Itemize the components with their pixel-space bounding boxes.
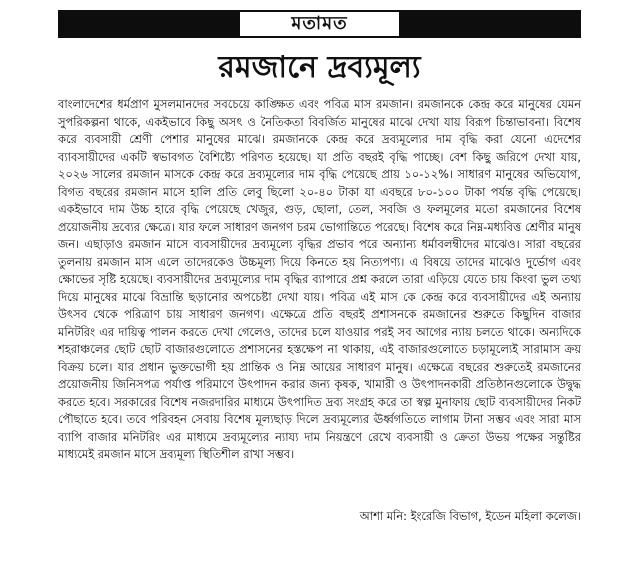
article-paragraph: বাংলাদেশের ধর্মপ্রাণ মুসলমানদের সবচেয়ে কাঙ্ক্ষিত এবং পবিত্র মাস রমজান। রমজানকে কেন্দ্র করে মানুষের যেমন সুপরিকল্পনা থাকে, একইভাবে কিছু অসৎ ও নৈতিকতা বিবর্জিত মানুষের মাঝে দেখা যায় বিরূপ চিন্তাভাবনা। বিশেষ করে ব্যবসায়ী শ্রেণী পেশার মানুষের মাঝে। রমজানকে কেন্দ্র করে দ্রব্যমূল্যের দাম বৃদ্ধি করা যেনো এদেশের ব্যাবসায়ীদের একটি স্বভাবগত বৈশিষ্ট্যে পরিণত হয়েছে। যা প্রতি বছরই বৃদ্ধি পাচ্ছে। বেশ কিছু জরিপে দেখা যায়, ২০২৬ সালের রমজান মাসকে কেন্দ্র করে দ্রব্যমূল্যের দাম বৃদ্ধি পেয়েছে প্রায় ১০-১২%। সাধারণ মানুষের অভিযোগ, বিগত বছরের রমজান মাসে হালি প্রতি লেবু ছিলো ২০-৪০ টাকা যা এবছরে ৮০-১০০ টাকা পর্যন্ত বৃদ্ধি পেয়েছে। একইভাবে দাম উচ্চ হারে বৃদ্ধি পেয়েছে খেজুর, গুড়, ছোলা, তেল, সবজি ও ফলমূলের মতো রমজানের বিশেষ প্রয়োজনীয় দ্রব্যের ক্ষেত্রে। যার ফলে সাধারণ জনগণ চরম ভোগান্তিতে পরেছে। বিশেষ করে নিম্ন-মধ্যবিত্ত শ্রেণীর মানুষ জন। এছাড়াও রমজান মাসে ব্যবসায়ীদের দ্রব্যমূল্যে বৃদ্ধির প্রভাব পরে অন্যান্য ধর্মাবলম্বীদের মাঝেও। সারা বছরের তুলনায় রমজান মাস এলে তাদেরকেও উচ্চমূল্য দিয়ে কিনতে হয় নিত্যপণ্য। এ বিষয়ে তাদের মাঝেও দুর্ভোগ এবং ক্ষোভের সৃষ্টি হয়েছে। ব্যবসায়ীদের দ্রব্যমূল্যের দাম বৃদ্ধির ব্যাপারে প্রশ্ন করলে তারা এড়িয়ে যেতে চায় কিংবা ভুল তথ্য দিয়ে মানুষের মাঝে বিভ্রান্তি ছড়ানোর অপচেষ্টা দেখা যায়। পবিত্র এই মাস কে কেন্দ্র করে ব্যবসায়ীদের এই অন্যায় উৎসব থেকে পরিত্রাণ চায় সাধারণ জনগণ। এক্ষেত্রে প্রতি বছরই প্রশাসনকে রমজানের শুরুতে কিছুদিন বাজার মনিটরিং এর দায়িত্ব পালন করতে দেখা গেলেও, তাদের চলে যাওয়ার পরই সব আগের ন্যায় চলতে থাকে। অন্যদিকে শহরাঞ্চলের ছোট ছোট বাজারগুলোতে প্রশাসনের হস্তক্ষেপ না থাকায়, এই বাজারগুলোতে চড়ামূল্যেই সারামাস ক্রয় বিক্রয় চলে। যার প্রধান ভুক্তভোগী হয় প্রান্তিক ও নিম্ন আয়ের সাধারণ মানুষ। এক্ষেত্রে বছরের শুরুতেই রমজানের প্রয়োজনীয় জিনিসপত্র পর্যাপ্ত পরিমাণে উৎপাদন করার জন্য কৃষক, খামারী ও উৎপাদনকারী প্রতিষ্ঠানগুলোকে উদ্বুদ্ধ করতে হবে। সরকারের বিশেষ নজরদারির মাধ্যমে উৎপাদিত দ্রব্য সংগ্রহ করে তা স্বল্প মুনাফায় ছোট ব্যবসায়ীদের নিকট পৌছাতে হবে। তবে পরিবহন সেবায় বিশেষ মূল্যছাড় দিলে দ্রব্যমূল্যের ঊর্ধ্বগতিতে লাগাম টানা সম্ভব এবং সারা মাস ব্যাপি বাজার মনিটরিং এর মাধ্যমে দ্রব্যমূল্যের ন্যায্য দাম নিয়ন্ত্রণে রেখে ব্যবসায়ী ও ক্রেতা উভয় পক্ষের সন্তুষ্টির মাধ্যমেই রমজান মাসে দ্রব্যমূল্য স্থিতিশীল রাখা সম্ভব।	[58, 97, 581, 461]
section-label: মতামত	[291, 13, 348, 34]
article-headline: রমজানে দ্রব্যমূল্য	[218, 50, 421, 85]
author-byline: আশা মনি: ইংরেজি বিভাগ, ইডেন মহিলা কলেজ।	[359, 509, 581, 523]
header-rule-left	[58, 10, 238, 38]
header-rule-right	[401, 10, 581, 38]
section-label-box	[238, 10, 401, 38]
section-header	[58, 10, 581, 38]
article-body	[58, 96, 581, 464]
